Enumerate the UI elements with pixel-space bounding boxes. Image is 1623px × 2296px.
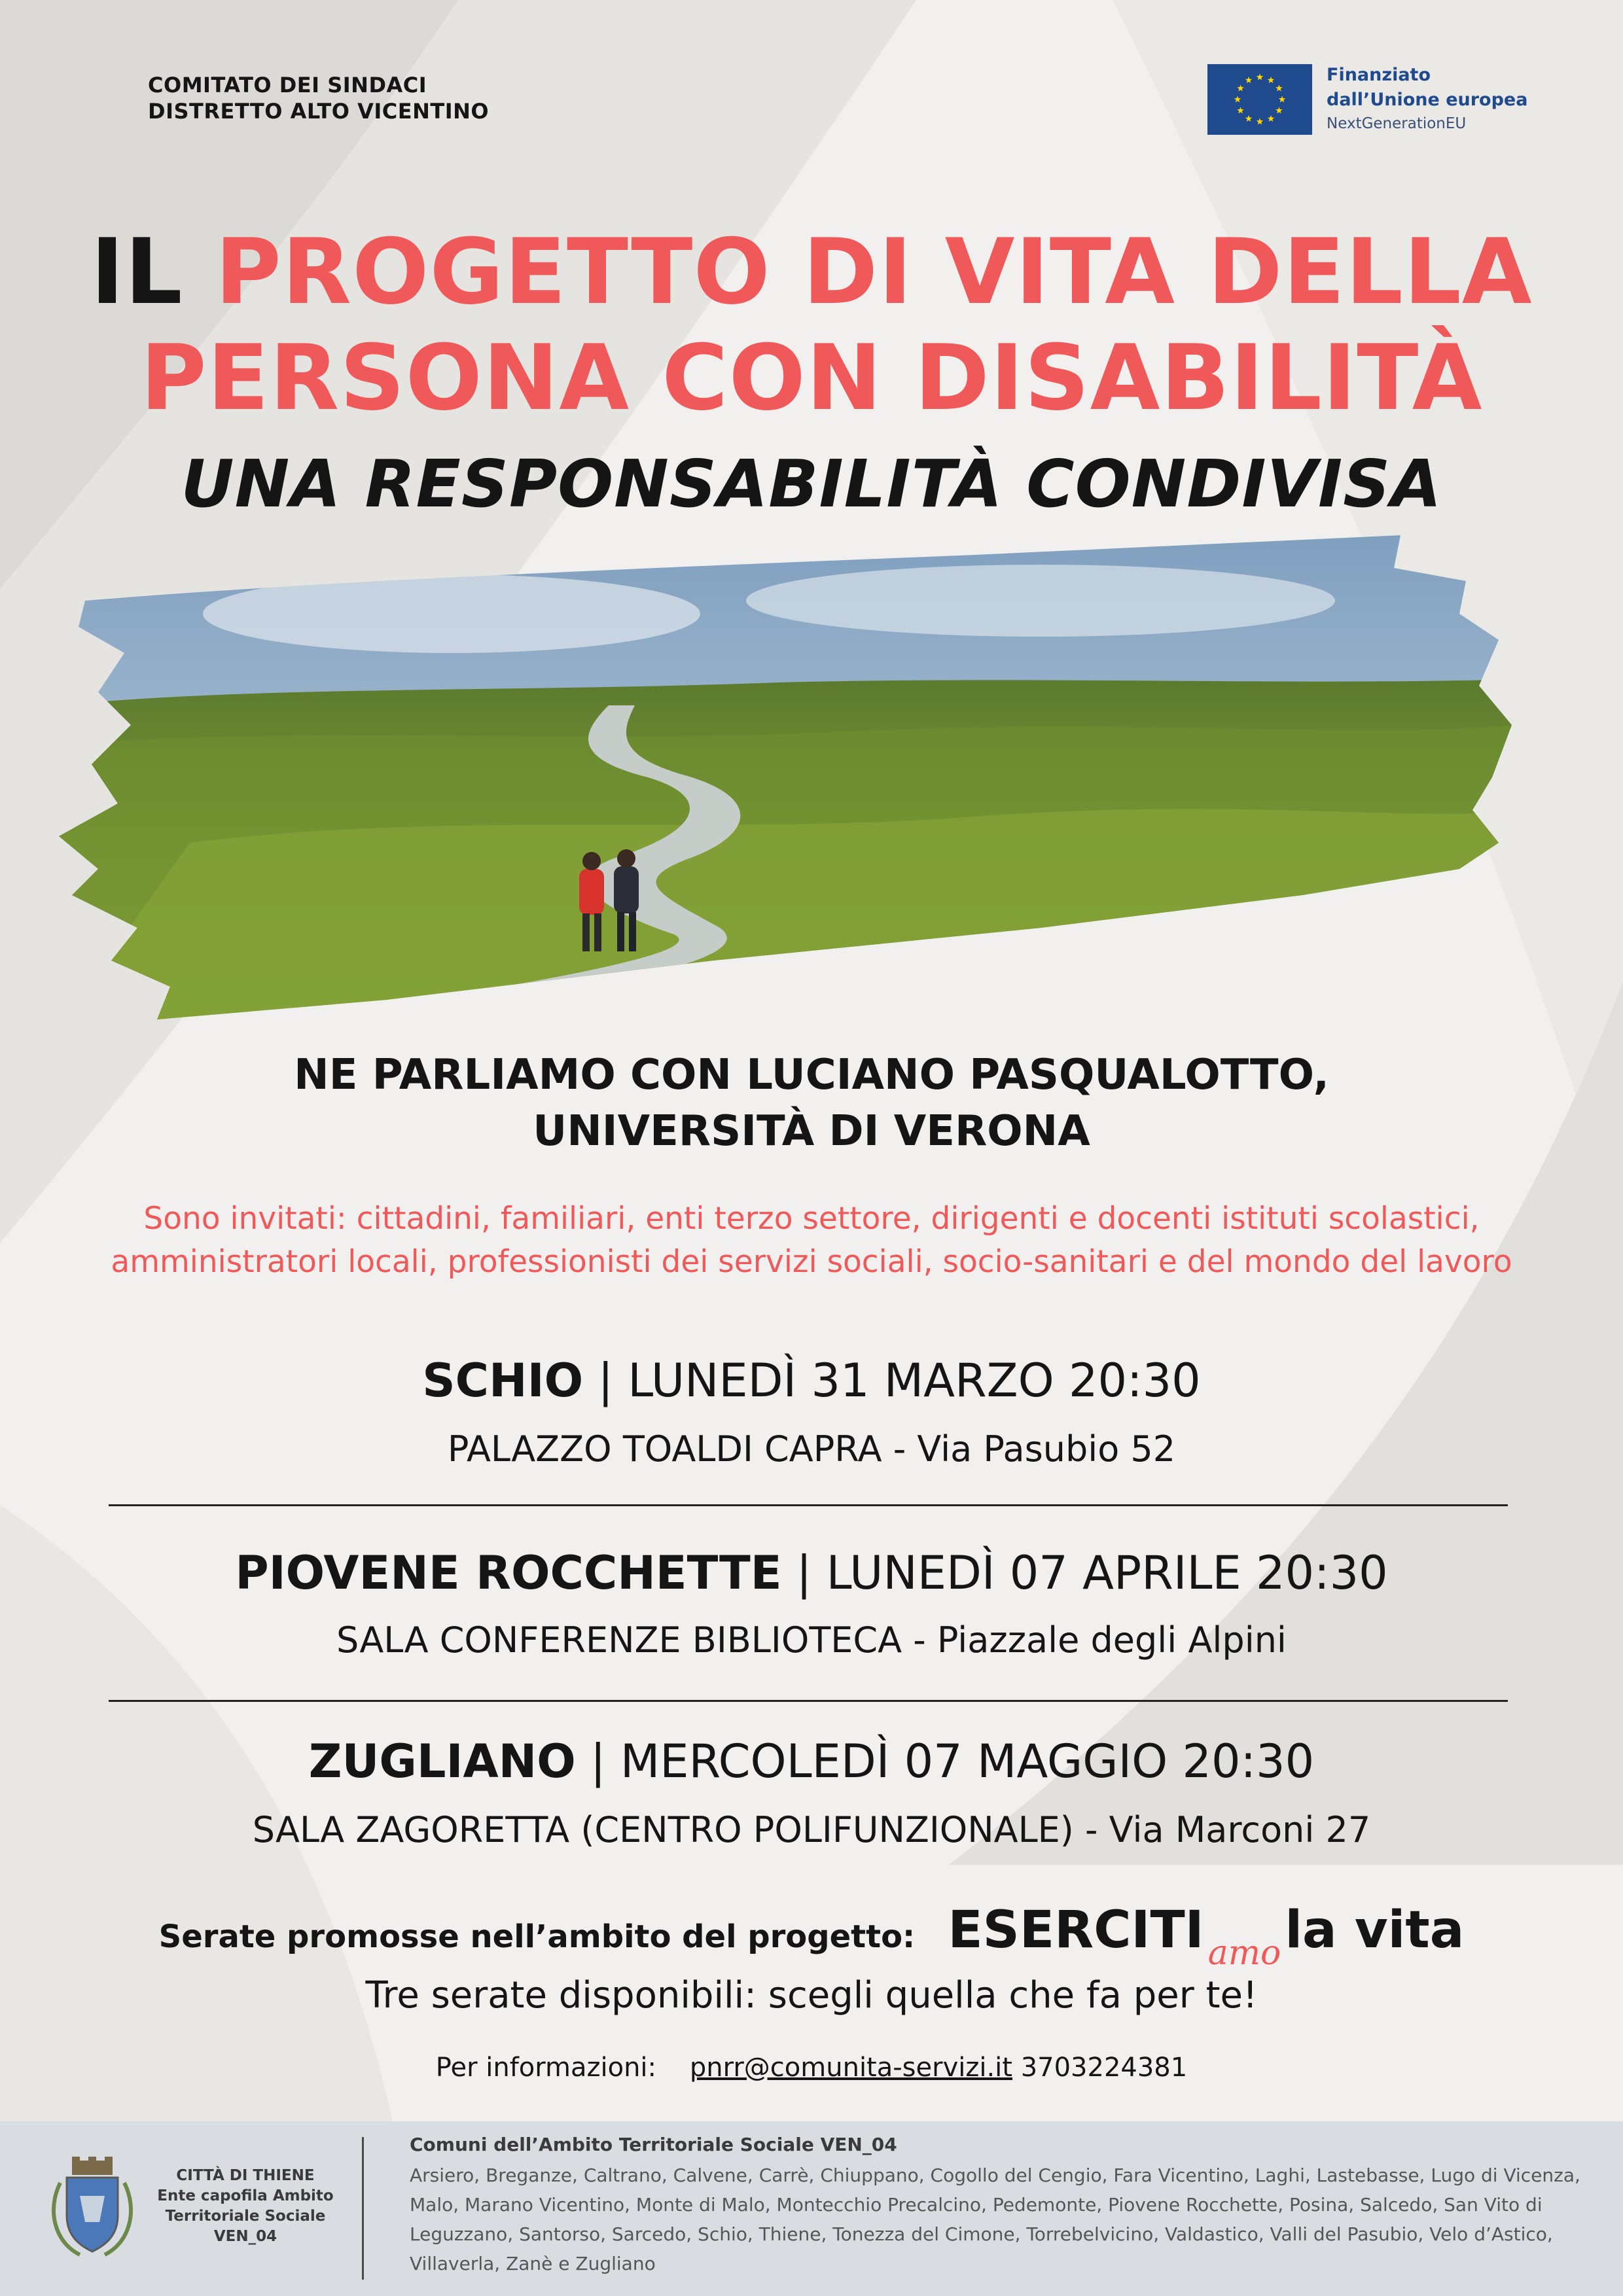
title-word-il: IL xyxy=(90,219,183,325)
event-2-city: PIOVENE ROCCHETTE xyxy=(235,1546,782,1600)
main-title xyxy=(0,219,1623,431)
eu-text-line-3: NextGenerationEU xyxy=(1327,115,1467,132)
event-3-venue: SALA ZAGORETTA (CENTRO POLIFUNZIONALE) - Via Marconi 27 xyxy=(252,1809,1371,1850)
invited-line-1: Sono invitati: cittadini, familiari, enti terzo settore, dirigenti e docenti istituti scolastici, xyxy=(143,1201,1480,1237)
thiene-line-3: Territoriale Sociale xyxy=(165,2208,326,2225)
event-2-venue: SALA CONFERENZE BIBLIOTECA - Piazzale degli Alpini xyxy=(336,1619,1287,1661)
subtitle: UNA RESPONSABILITÀ CONDIVISA xyxy=(181,446,1442,522)
event-1-datetime: | LUNEDÌ 31 MARZO 20:30 xyxy=(597,1354,1201,1407)
email-link[interactable]: pnrr@comunita-servizi.it xyxy=(689,2053,1012,2083)
eu-funding-logo xyxy=(1207,63,1548,141)
landscape-photo xyxy=(59,529,1518,1026)
event-separator-2 xyxy=(109,1700,1508,1702)
thiene-line-4: VEN_04 xyxy=(213,2228,277,2245)
speaker-line-2: UNIVERSITÀ DI VERONA xyxy=(533,1107,1090,1156)
event-separator-1 xyxy=(109,1504,1508,1506)
event-3-datetime: | MERCOLEDÌ 07 MAGGIO 20:30 xyxy=(590,1735,1315,1788)
tagline: Tre serate disponibili: scegli quella che fa per te! xyxy=(365,1974,1258,2017)
event-2-datetime: | LUNEDÌ 07 APRILE 20:30 xyxy=(796,1546,1388,1600)
event-3-city: ZUGLIANO xyxy=(308,1735,576,1788)
invited-line-2: amministratori locali, professionisti dei servizi sociali, socio-sanitari e del mondo del lavoro xyxy=(111,1244,1512,1280)
eu-text-line-1: Finanziato xyxy=(1327,65,1431,85)
promo-line xyxy=(0,1898,1623,1973)
organizer-line-2: DISTRETTO ALTO VICENTINO xyxy=(148,99,490,124)
organizer-line-1: COMITATO DEI SINDACI xyxy=(148,73,427,97)
info-label: Per informazioni: xyxy=(435,2053,657,2083)
speaker-line-1: NE PARLIAMO CON LUCIANO PASQUALOTTO, xyxy=(294,1051,1329,1099)
project-brand-amo: amo xyxy=(1207,1934,1281,1973)
promo-lead: Serate promosse nell’ambito del progetto: xyxy=(158,1918,916,1955)
event-1-when xyxy=(0,1353,1623,1408)
thiene-line-2: Ente capofila Ambito xyxy=(157,2187,334,2204)
project-brand-part-2: la vita xyxy=(1285,1901,1465,1960)
title-line-1: PROGETTO DI VITA DELLA xyxy=(215,219,1533,325)
project-brand-part-1: ESERCITI xyxy=(948,1901,1204,1960)
event-2-when xyxy=(0,1545,1623,1600)
phone-number: 3703224381 xyxy=(1020,2053,1188,2083)
event-3-when xyxy=(0,1734,1623,1789)
comuni-title: Comuni dell’Ambito Territoriale Sociale VEN_04 xyxy=(410,2134,897,2155)
organizer-block xyxy=(148,72,489,124)
event-1-city: SCHIO xyxy=(422,1354,584,1407)
speaker-block xyxy=(0,1047,1623,1159)
footer-divider xyxy=(362,2137,364,2280)
eu-text-line-2: dall’Unione europea xyxy=(1327,90,1528,110)
comuni-list: Arsiero, Breganze, Caltrano, Calvene, Carrè, Chiuppano, Cogollo del Cengio, Fara Vicentino, Laghi, Lastebasse, Lugo di Vicenza, Malo, Marano Vicentino, Monte di Malo, Montecchio Precalcino, Pedemonte, Piovene Rocchette, Posina, Salcedo, San Vito di Leguzzano, Santorso, Sarcedo, Schio, Thiene, Tonezza del Cimone, Torrebelvicino, Valdastico, Valli del Pasubio, Velo d’Astico, Villaverla, Zanè e Zugliano xyxy=(410,2164,1580,2274)
event-1-venue: PALAZZO TOALDI CAPRA - Via Pasubio 52 xyxy=(447,1428,1176,1470)
thiene-line-1: CITTÀ DI THIENE xyxy=(176,2167,315,2184)
title-line-2: PERSONA CON DISABILITÀ xyxy=(140,325,1483,431)
info-line xyxy=(0,2047,1623,2089)
thiene-caption xyxy=(151,2166,340,2247)
eu-flag-icon xyxy=(1207,64,1312,135)
invited-block xyxy=(26,1197,1597,1284)
thiene-crest-icon xyxy=(47,2157,137,2261)
